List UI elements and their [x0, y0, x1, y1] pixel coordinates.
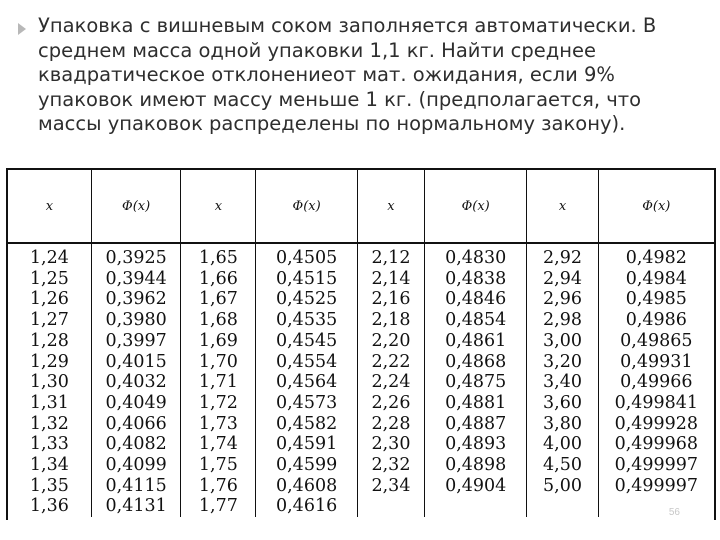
cell-x: 1,29	[29, 351, 69, 372]
slide-number: 56	[668, 507, 680, 518]
table-row	[8, 269, 714, 290]
cell-phi: 0,4099	[91, 455, 181, 476]
cell-x: 2,18	[357, 310, 424, 331]
header-x: x	[357, 170, 424, 243]
cell-phi: 0,4535	[256, 310, 358, 331]
cell-phi: 0,4881	[425, 393, 527, 414]
cell-phi	[425, 496, 527, 517]
cell-phi: 0,4830	[425, 243, 527, 269]
cell-phi: 0,4982	[598, 243, 714, 269]
cell-x: 1,77	[181, 496, 256, 517]
cell-x: 1,27	[29, 310, 69, 331]
cell-x: 3,60	[527, 393, 598, 414]
cell-phi: 0,4846	[425, 289, 527, 310]
cell-phi: 0,4049	[91, 393, 181, 414]
cell-x: 1,28	[29, 330, 69, 351]
cell-phi: 0,4985	[598, 289, 714, 310]
problem-statement	[38, 14, 714, 137]
header-x: x	[527, 170, 598, 243]
header-phi: Φ(x)	[598, 170, 714, 243]
cell-x: 1,25	[29, 268, 69, 289]
cell-phi: 0,4984	[598, 269, 714, 290]
table-row	[8, 455, 714, 476]
cell-phi: 0,4545	[256, 331, 358, 352]
cell-phi: 0,3980	[91, 310, 181, 331]
table-row	[8, 372, 714, 393]
cell-phi: 0,49931	[598, 352, 714, 373]
cell-x: 3,80	[527, 414, 598, 435]
cell-x: 2,22	[357, 352, 424, 373]
table-row	[8, 476, 714, 497]
cell-phi: 0,4591	[256, 434, 358, 455]
cell-x: 3,20	[527, 352, 598, 373]
cell-x: 2,12	[357, 243, 424, 269]
cell-x: 2,20	[357, 331, 424, 352]
cell-x: 1,75	[181, 455, 256, 476]
table-header-row	[8, 170, 714, 243]
cell-phi: 0,4082	[91, 434, 181, 455]
cell-x: 1,72	[181, 393, 256, 414]
cell-phi: 0,499928	[598, 414, 714, 435]
cell-phi: 0,4131	[91, 496, 181, 517]
cell-phi: 0,3962	[91, 289, 181, 310]
cell-x: 1,68	[181, 310, 256, 331]
problem-line: упаковок имеют массу меньше 1 кг. (предполагается, что	[38, 87, 642, 111]
problem-line: квадратическое отклонениеот мат. ожидания, если 9%	[38, 63, 615, 86]
cell-phi: 0,4898	[425, 455, 527, 476]
cell-x: 1,26	[29, 289, 69, 310]
cell-x: 4,00	[527, 434, 598, 455]
cell-phi: 0,4893	[425, 434, 527, 455]
cell-x: 2,16	[357, 289, 424, 310]
cell-phi: 0,4616	[256, 496, 358, 517]
header-x: x	[8, 170, 91, 243]
cell-phi: 0,4582	[256, 414, 358, 435]
cell-phi: 0,4854	[425, 310, 527, 331]
cell-x: 1,33	[29, 434, 69, 455]
cell-phi: 0,49966	[598, 372, 714, 393]
header-phi: Φ(x)	[425, 170, 527, 243]
cell-x: 1,36	[29, 496, 69, 517]
cell-x: 1,24	[29, 248, 69, 268]
cell-phi: 0,4515	[256, 269, 358, 290]
cell-x	[527, 496, 598, 517]
cell-x: 1,35	[29, 475, 69, 496]
cell-x	[357, 496, 424, 517]
cell-x: 1,71	[181, 372, 256, 393]
problem-line: Упаковка с вишневым соком заполняется автоматически. В	[38, 14, 657, 37]
cell-x: 2,96	[527, 289, 598, 310]
cell-phi: 0,499997	[598, 476, 714, 497]
cell-x: 2,94	[527, 269, 598, 290]
bullet-arrow-icon	[18, 23, 26, 35]
cell-phi: 0,4868	[425, 352, 527, 373]
cell-x: 1,70	[181, 352, 256, 373]
cell-x: 4,50	[527, 455, 598, 476]
cell-phi: 0,4573	[256, 393, 358, 414]
cell-phi	[598, 496, 714, 517]
cell-x: 1,65	[181, 243, 256, 269]
cell-x: 2,92	[527, 243, 598, 269]
cell-x: 5,00	[527, 476, 598, 497]
cell-x: 1,67	[181, 289, 256, 310]
cell-phi: 0,3944	[91, 269, 181, 290]
table-row	[8, 414, 714, 435]
cell-phi: 0,4986	[598, 310, 714, 331]
table-row	[8, 331, 714, 352]
cell-x: 2,34	[357, 476, 424, 497]
cell-x: 2,32	[357, 455, 424, 476]
cell-phi: 0,4599	[256, 455, 358, 476]
table-row	[8, 496, 714, 517]
cell-x: 1,31	[29, 392, 69, 413]
cell-phi: 0,4032	[91, 372, 181, 393]
cell-phi: 0,4505	[256, 243, 358, 269]
table-row	[8, 434, 714, 455]
laplace-function-table	[8, 170, 714, 517]
cell-x: 2,14	[357, 269, 424, 290]
cell-x: 1,30	[29, 372, 69, 393]
table-row	[8, 289, 714, 310]
table-row	[8, 352, 714, 373]
table-row	[8, 393, 714, 414]
cell-x: 1,32	[29, 413, 69, 434]
cell-x: 2,24	[357, 372, 424, 393]
cell-phi: 0,3925	[91, 243, 181, 269]
cell-x: 1,69	[181, 331, 256, 352]
cell-x: 1,73	[181, 414, 256, 435]
problem-line: среднем масса одной упаковки 1,1 кг. Найти среднее	[38, 38, 597, 62]
cell-phi: 0,4838	[425, 269, 527, 290]
cell-phi: 0,4904	[425, 476, 527, 497]
cell-phi: 0,49865	[598, 331, 714, 352]
cell-phi: 0,4066	[91, 414, 181, 435]
table-row	[8, 310, 714, 331]
cell-x: 3,00	[527, 331, 598, 352]
cell-phi: 0,4115	[91, 476, 181, 497]
cell-phi: 0,4875	[425, 372, 527, 393]
cell-phi: 0,4608	[256, 476, 358, 497]
header-phi: Φ(x)	[91, 170, 181, 243]
cell-phi: 0,4861	[425, 331, 527, 352]
cell-x: 2,26	[357, 393, 424, 414]
cell-x: 1,66	[181, 269, 256, 290]
header-phi: Φ(x)	[256, 170, 358, 243]
header-x: x	[181, 170, 256, 243]
table-row	[8, 243, 714, 269]
problem-line: массы упаковок распределены по нормальному закону).	[38, 112, 626, 135]
cell-phi: 0,4525	[256, 289, 358, 310]
cell-phi: 0,3997	[91, 331, 181, 352]
cell-phi: 0,4015	[91, 352, 181, 373]
cell-phi: 0,4554	[256, 352, 358, 373]
cell-x: 2,98	[527, 310, 598, 331]
cell-phi: 0,499968	[598, 434, 714, 455]
cell-phi: 0,499997	[598, 455, 714, 476]
cell-phi: 0,499841	[598, 393, 714, 414]
cell-phi: 0,4564	[256, 372, 358, 393]
laplace-table	[6, 168, 716, 520]
cell-x: 1,76	[181, 476, 256, 497]
cell-phi: 0,4887	[425, 414, 527, 435]
cell-x: 1,34	[29, 455, 69, 476]
cell-x: 3,40	[527, 372, 598, 393]
cell-x: 2,30	[357, 434, 424, 455]
cell-x: 1,74	[181, 434, 256, 455]
cell-x: 2,28	[357, 414, 424, 435]
